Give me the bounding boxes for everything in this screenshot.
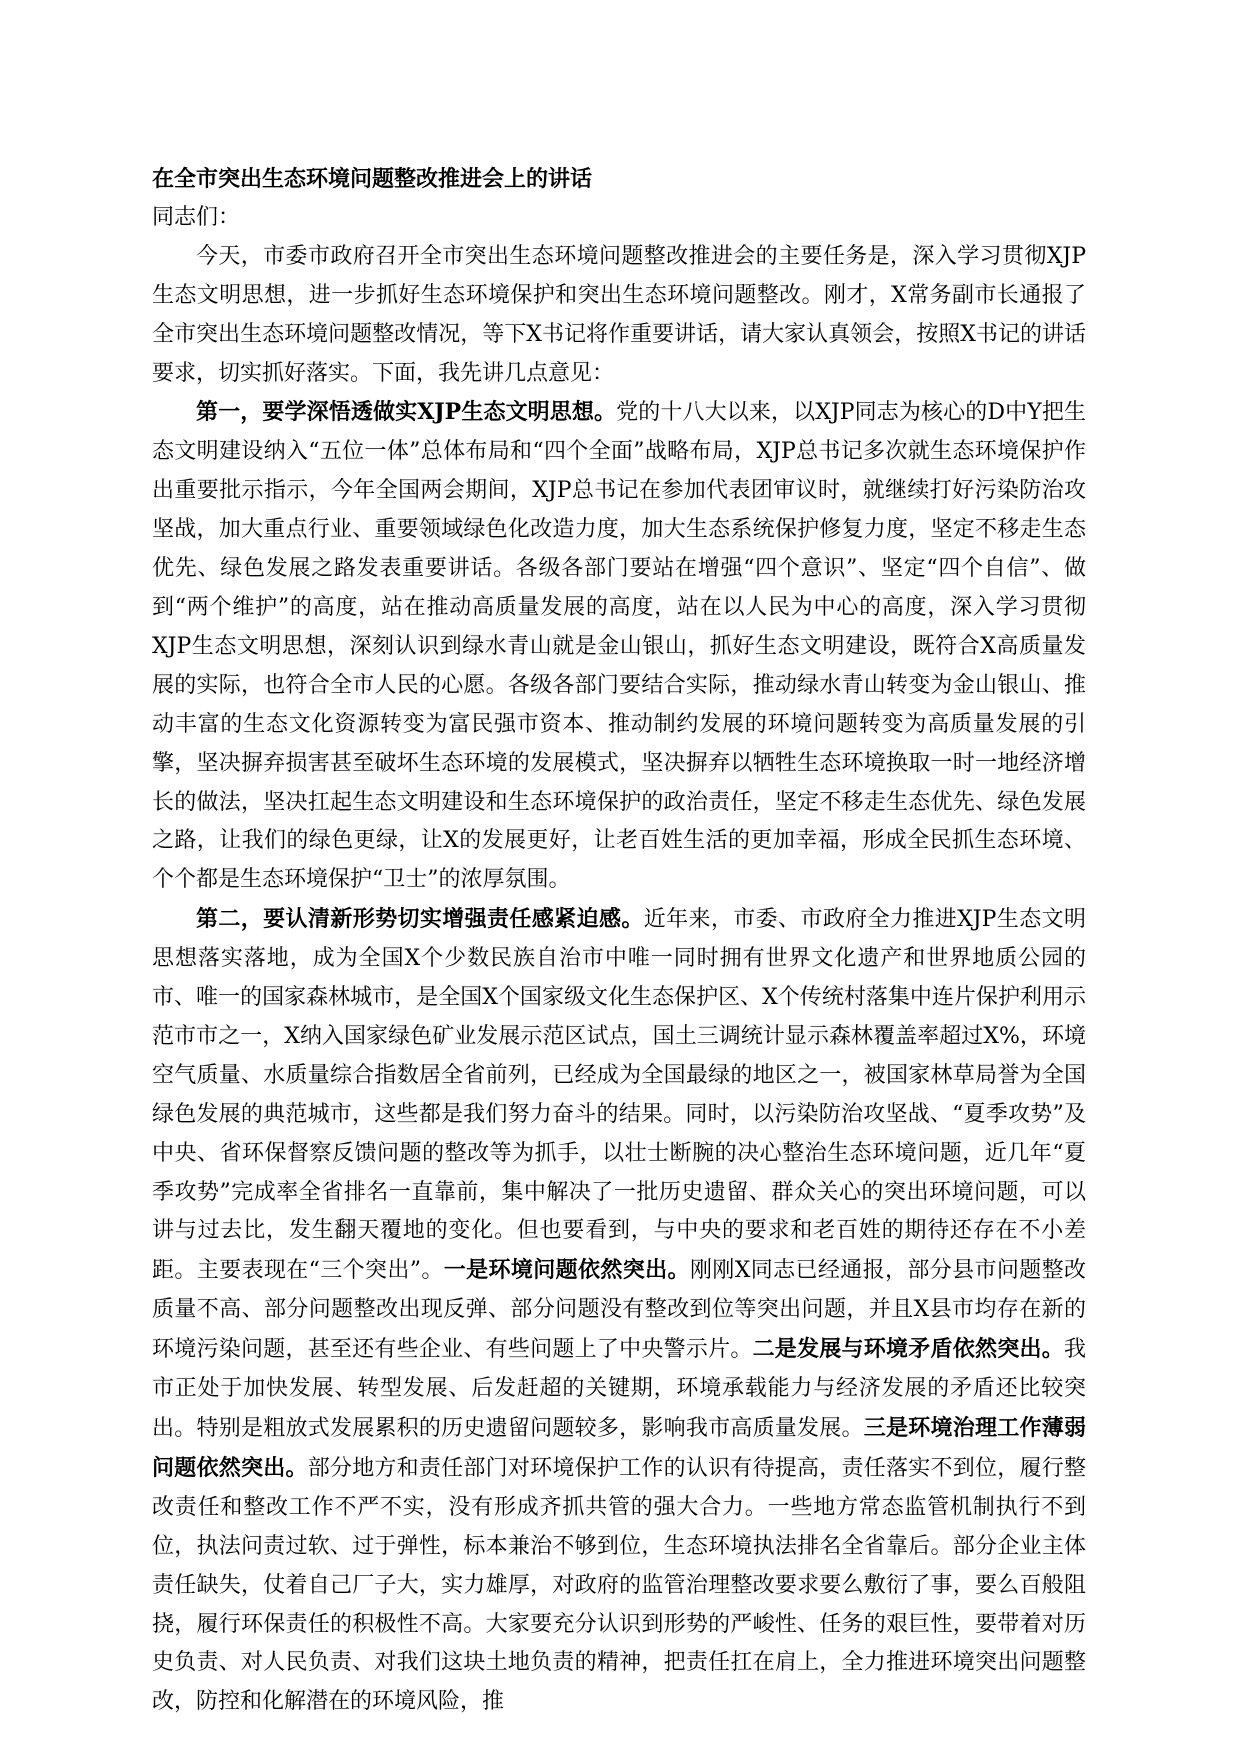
issue-three-heading: 三是环境治理工作薄弱问题依然突出。 (152, 1415, 1086, 1481)
paragraph-intro: 今天，市委市政府召开全市突出生态环境问题整改推进会的主要任务是，深入学习贯彻XJP生态文明思想，进一步抓好生态环境保护和突出生态环境问题整改。刚才，X常务副市长通报了全市突出生态环境问题整改情况，等下X书记将作重要讲话，请大家认真领会，按照X书记的讲话要求，切实抓好落实。下面，我先讲几点意见： (152, 243, 1086, 386)
second-point-body-4: 部分地方和责任部门对环境保护工作的认识有待提高，责任落实不到位，履行整改责任和整改工作不严不实，没有形成齐抓共管的强大合力。一些地方常态监管机制执行不到位，执法问责过软、过于弹性，标本兼治不够到位，生态环境执法排名全省靠后。部分企业主体责任缺失，仗着自己厂子大，实力雄厚，对政府的监管治理整改要求要么敷衍了事，要么百般阻挠，履行环保责任的积极性不高。大家要充分认识到形势的严峻性、任务的艰巨性，要带着对历史负责、对人民负责、对我们这块土地负责的精神，把责任扛在肩上，全力推进环境突出问题整改，防控和化解潜在的环境风险，推 (152, 1455, 1086, 1715)
document-title: 在全市突出生态环境问题整改推进会上的讲话 (152, 166, 593, 192)
first-point-heading: 第一，要学深悟透做实XJP生态文明思想。 (196, 399, 617, 426)
second-point-body-3: 我市正处于加快发展、转型发展、后发赶超的关键期，环境承载能力与经济发展的矛盾还比较突出。特别是粗放式发展累积的历史遗留问题较多，影响我市高质量发展。 (152, 1337, 1086, 1441)
second-point-heading: 第二，要认清新形势切实增强责任感紧迫感。 (196, 906, 644, 933)
salutation: 同志们： (152, 204, 241, 230)
paragraph-first-point (152, 393, 1086, 900)
issue-one-heading: 一是环境问题依然突出。 (443, 1257, 690, 1284)
document-page (152, 160, 1086, 1722)
second-point-body-1: 近年来，市委、市政府全力推进XJP生态文明思想落实落地，成为全国X个少数民族自治市中唯一同时拥有世界文化遗产和世界地质公园的市、唯一的国家森林城市，是全国X个国家级文化生态保护区、X个传统村落集中连片保护利用示范市市之一，X纳入国家绿色矿业发展示范区试点，国土三调统计显示森林覆盖率超过X%，环境空气质量、水质量综合指数居全省前列，已经成为全国最绿的地区之一，被国家林草局誉为全国绿色发展的典范城市，这些都是我们努力奋斗的结果。同时，以污染防治攻坚战、“夏季攻势”及中央、省环保督察反馈问题的整改等为抓手，以壮士断腕的决心整治生态环境问题，近几年“夏季攻势”完成率全省排名一直靠前，集中解决了一批历史遗留、群众关心的突出环境问题，可以讲与过去比，发生翻天覆地的变化。但也要看到，与中央的要求和老百姓的期待还存在不小差距。主要表现在“三个突出”。 (152, 907, 1086, 1284)
second-point-body-2: 刚刚X同志已经通报，部分县市问题整改质量不高、部分问题整改出现反弹、部分问题没有整改到位等突出问题，并且X县市均存在新的环境污染问题，甚至还有些企业、有些问题上了中央警示片。 (152, 1258, 1087, 1363)
paragraph-second-point (152, 900, 1086, 1722)
first-point-body: 党的十八大以来，以XJP同志为核心的D中Y把生态文明建设纳入“五位一体”总体布局和“四个全面”战略布局，XJP总书记多次就生态环境保护作出重要批示指示，今年全国两会期间，XJP总书记在参加代表团审议时，就继续打好污染防治攻坚战，加大重点行业、重要领域绿色化改造力度，加大生态系统保护修复力度，坚定不移走生态优先、绿色发展之路发表重要讲话。各级各部门要站在增强“四个意识”、坚定“四个自信”、做到“两个维护”的高度，站在推动高质量发展的高度，站在以人民为中心的高度，深入学习贯彻XJP生态文明思想，深刻认识到绿水青山就是金山银山，抓好生态文明建设，既符合X高质量发展的实际，也符合全市人民的心愿。各级各部门要结合实际，推动绿水青山转变为金山银山、推动丰富的生态文化资源转变为富民强市资本、推动制约发展的环境问题转变为高质量发展的引擎，坚决摒弃损害甚至破坏生态环境的发展模式，坚决摒弃以牺牲生态环境换取一时一地经济增长的做法，坚决扛起生态文明建设和生态环境保护的政治责任，坚定不移走生态优先、绿色发展之路，让我们的绿色更绿，让X的发展更好，让老百姓生活的更加幸福，形成全民抓生态环境、个个都是生态环境保护“卫士”的浓厚氛围。 (152, 400, 1086, 893)
issue-two-heading: 二是发展与环境矛盾依然突出。 (752, 1336, 1064, 1363)
